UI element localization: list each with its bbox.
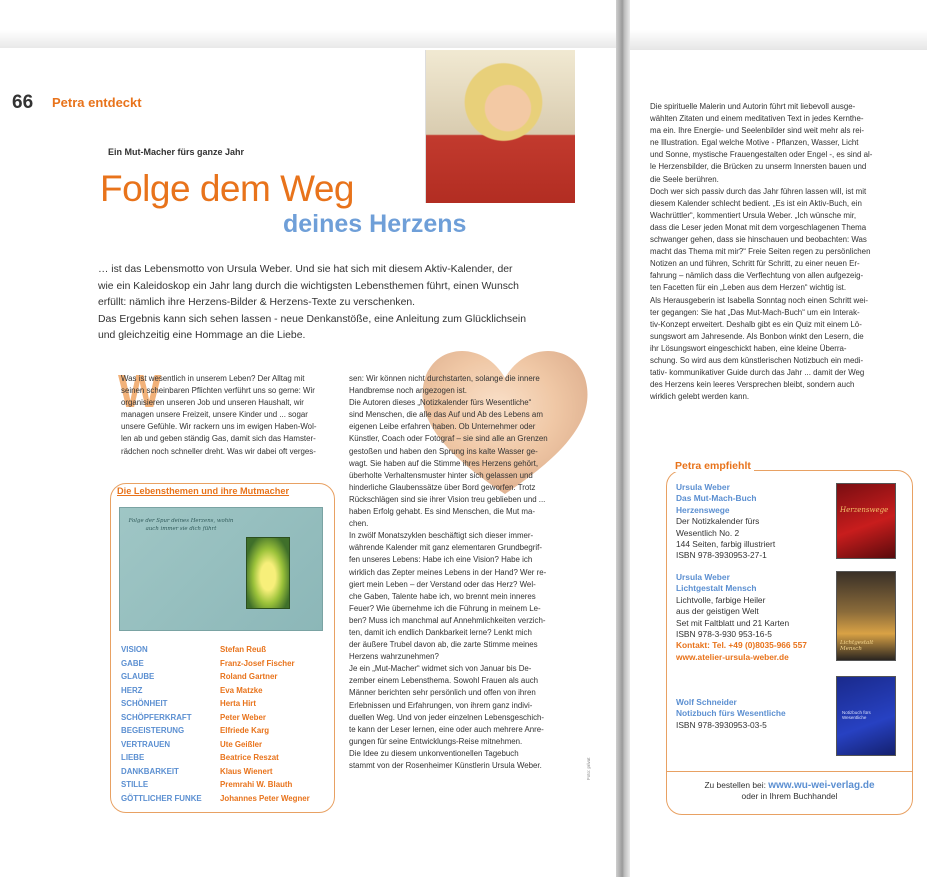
theme-author: Roland Gartner	[220, 672, 278, 681]
intro-line: erfüllt: nämlich ihre Herzens-Bilder & Herzens-Texte zu verschenken.	[98, 297, 416, 309]
theme-name: SCHÖNHEIT	[121, 699, 168, 708]
text-line: Künstler, Coach oder Fotograf – sie sind alle an Grenzen	[349, 434, 548, 444]
theme-row	[121, 767, 331, 781]
book-detail: Der Notizkalender fürs	[676, 516, 760, 527]
theme-author: Franz-Josef Fischer	[220, 658, 295, 668]
text-line: Handbremse noch angezogen ist.	[349, 386, 467, 396]
theme-row	[121, 780, 331, 794]
text-line: Die spirituelle Malerin und Autorin führt mit liebevoll ausge-	[650, 102, 856, 111]
theme-author: Klaus Wienert	[220, 766, 273, 776]
book-gutter	[616, 0, 630, 877]
drop-cap: W	[118, 365, 162, 417]
text-line: Als Herausgeberin ist Isabella Sonntag noch einen Schritt wei-	[650, 295, 868, 305]
book-entry-3	[676, 697, 831, 731]
text-line: die Seele berühren.	[650, 174, 719, 184]
text-line: wirklich das Zepter meines Lebens in der Hand? Wer re-	[349, 567, 547, 577]
text-line: Die Autoren dieses „Notizkalender fürs Wesentliche“	[349, 398, 532, 408]
text-line: schwanger gehen, dass sie hinschauen und beobachten: Was	[650, 235, 867, 245]
book-detail: 144 Seiten, farbig illustriert	[676, 539, 776, 550]
article-column-2	[349, 373, 581, 772]
section-title: Petra entdeckt	[52, 95, 142, 110]
intro-line: und gleichzeitig eine Hommage an die Liebe.	[98, 330, 306, 342]
theme-name: DANKBARKEIT	[121, 766, 179, 776]
theme-author: Elfriede Karg	[220, 726, 270, 735]
text-line: eigenen Leibe erfahren haben. Ob Unternehmer oder	[349, 422, 536, 432]
book-detail: Wesentlich No. 2	[676, 527, 740, 538]
text-line: organisieren unseren Job und unseren Haushalt, wir	[121, 398, 304, 408]
book-cover-label: Lichtgestalt Mensch	[840, 640, 874, 652]
photo-credit: Foto: privat	[586, 757, 591, 780]
order-info	[666, 780, 913, 801]
intro-line: Das Ergebnis kann sich sehen lassen - neue Denkanstöße, eine Anleitung zum Glücklichsein	[98, 313, 526, 325]
text-line: len ab und geben ständig Gas, damit sich das Hamster-	[121, 434, 316, 444]
text-line: tiv-Konzept erweitert. Deshalb gibt es ein Quiz mit einem Lö-	[650, 319, 862, 329]
text-line: dass die Leser jeden Monat mit dem vorgeschlagenen Thema	[650, 222, 867, 232]
text-line: fahrung – nämlich dass die Verflechtung von allen aufgezeig-	[650, 271, 864, 281]
order-prefix: Zu bestellen bei:	[704, 780, 766, 790]
text-line: überholte Verhaltensmuster hinter sich gelassen und	[349, 470, 533, 480]
text-line: Was ist wesentlich in unserem Leben? Der Alltag mit	[121, 374, 305, 383]
theme-row	[121, 753, 331, 767]
theme-row	[121, 699, 331, 713]
theme-name: SCHÖPFERKRAFT	[121, 712, 192, 722]
text-line: stammt von der Rosenheimer Künstlerin Ursula Weber.	[349, 761, 542, 770]
text-line: Wachrüttler“, kommentiert Ursula Weber. „Ich wünsche mir,	[650, 210, 857, 220]
text-line: gestoßen und haben den Sprung ins kalte Wasser ge-	[349, 446, 538, 456]
book-entry-1	[676, 482, 831, 562]
text-line: diesem Kalender schlecht bedient. „Es ist ein Aktiv-Buch, ein	[650, 198, 862, 208]
text-line: Die Idee zu diesem unkonventionellen Tagebuch	[349, 748, 519, 758]
article-kicker: Ein Mut-Macher fürs ganze Jahr	[108, 147, 245, 157]
theme-author: Eva Matzke	[220, 685, 263, 695]
theme-name: VERTRAUEN	[121, 739, 171, 749]
text-line: duellen Weg. Und von jeder einzelnen Lebensgeschich-	[349, 712, 545, 722]
book-detail: Set mit Faltblatt und 21 Karten	[676, 617, 790, 628]
book-isbn: ISBN 978-3930953-27-1	[676, 550, 767, 561]
text-line: ten, damit ich endlich Dankbarkeit lerne? Lenkt mich	[349, 627, 532, 637]
book-cover-herzenswege	[836, 483, 896, 559]
text-line: ma ein. Ihre Energie- und Seelenbilder sind weit mehr als rei-	[650, 126, 865, 136]
text-line: der äußere Trubel davon ab, die zarte Stimme meines	[349, 640, 538, 650]
book-isbn: ISBN 978-3930953-03-5	[676, 719, 767, 730]
theme-author: Peter Weber	[220, 712, 266, 722]
text-line: Erlebnissen und Erfahrungen, von ihrem ganz indivi-	[349, 700, 533, 710]
text-line: che Gaben, Talente habe ich, wo brennt mein inneres	[349, 591, 536, 601]
article-column-1	[121, 373, 335, 458]
text-line: sen: Wir können nicht durchstarten, solange die innere	[349, 374, 540, 383]
book-subtitle: Herzenswege	[676, 504, 730, 515]
text-line: macht das Thema mit mir?“ Freie Seiten regen zu persönlichen	[650, 247, 871, 257]
themes-title: Die Lebensthemen und ihre Mutmacher	[117, 486, 290, 496]
theme-row	[121, 794, 331, 808]
theme-name: BEGEISTERUNG	[121, 726, 185, 735]
text-line: Rückschlägen sind sie ihrer Vision treu geblieben und ...	[349, 494, 546, 504]
text-line: zember einem Lebensthema. Sowohl Frauen als auch	[349, 676, 539, 686]
text-line: sind Menschen, die alle das Auf und Ab des Lebens am	[349, 410, 543, 420]
book-author: Ursula Weber	[676, 482, 730, 492]
text-line: wählten Zitaten und einem meditativen Text in jedes Kernthe-	[650, 114, 864, 124]
text-line: Feuer? Wie übernehme ich die Führung in meinem Le-	[349, 603, 541, 613]
text-line: In zwölf Monatszyklen beschäftigt sich dieser immer-	[349, 531, 534, 541]
text-line: ten Facetten für ein „Leben aus dem Herzen“ wichtig ist.	[650, 283, 847, 293]
text-line: des Herzens kein leeres Versprechen bleibt, sondern auch	[650, 380, 855, 390]
theme-row	[121, 740, 331, 754]
text-line: unsere Gefühle. Wir rackern uns im ewigen Haben-Wol-	[121, 422, 317, 432]
text-line: und Sonne, mystische Frauengestalten oder Engel -, es sind al-	[650, 150, 873, 160]
theme-row	[121, 659, 331, 673]
theme-row	[121, 645, 331, 659]
book-isbn: ISBN 978-3-930 953-16-5	[676, 629, 772, 640]
intro-line: wie ein Kaleidoskop ein Jahr lang durch die wichtigsten Lebensthemen führt, einen Wunsch	[98, 280, 519, 292]
theme-row	[121, 713, 331, 727]
text-line: sungswort am Jahresende. Als Bonbon winkt den Lesern, die	[650, 331, 864, 341]
contact-phone: Kontakt: Tel. +49 (0)8035-966 557	[676, 640, 807, 651]
book-title: Lichtgestalt Mensch	[676, 583, 757, 594]
theme-author: Beatrice Reszat	[220, 753, 279, 762]
text-line: wirklich gelebt werden kann.	[650, 392, 750, 402]
text-line: le Herzensbilder, die Brücken zu unserm Innersten bauen und	[650, 162, 867, 172]
book-author: Ursula Weber	[676, 572, 730, 582]
theme-author: Herta Hirt	[220, 699, 256, 708]
contact-website-link[interactable]: www.atelier-ursula-weber.de	[676, 651, 789, 662]
theme-name: HERZ	[121, 685, 143, 695]
text-line: ne Illustration. Egal welche Motive - Pflanzen, Wasser, Licht	[650, 138, 859, 148]
text-line: Je ein „Mut-Macher“ widmet sich von Januar bis De-	[349, 664, 532, 674]
book-cover-label: Herzenswege	[840, 506, 889, 514]
theme-author: Premrahi W. Blauth	[220, 780, 293, 789]
order-suffix: oder in Ihrem Buchhandel	[741, 791, 838, 801]
text-line: währende Kalender mit ganz elementaren Grundbegrif-	[349, 543, 542, 553]
book-cover-label: Notizbuch fürs Wesentliche	[842, 710, 871, 720]
theme-name: STILLE	[121, 780, 149, 789]
author-portrait	[425, 50, 575, 203]
text-line: Männer berichten sehr persönlich und offen von ihren	[349, 688, 536, 698]
text-line: Doch wer sich passiv durch das Jahr führen lassen will, ist mit	[650, 186, 867, 196]
text-line: Notizen an und führen, Schritt für Schritt, zu einer neuen Er-	[650, 259, 860, 269]
book-entry-2	[676, 572, 836, 663]
book-title: Das Mut-Mach-Buch	[676, 493, 757, 504]
book-detail: aus der geistigen Welt	[676, 606, 759, 617]
theme-name: LIEBE	[121, 753, 145, 762]
page-number: 66	[12, 92, 34, 113]
theme-row	[121, 672, 331, 686]
theme-name: GLAUBE	[121, 672, 155, 681]
text-line: rädchen noch schneller dreht. Was wir dabei oft verges-	[121, 446, 316, 456]
book-title: Notizbuch fürs Wesentliche	[676, 708, 786, 719]
text-line: managen unsere Freizeit, unsere Kinder und ... sogar	[121, 410, 308, 420]
text-line: ter gegangen: Sie hat „Das Mut-Mach-Buch“ um ein Interak-	[650, 307, 860, 317]
text-line: giert mein Leben – der Verstand oder das Herz? Wel-	[349, 579, 536, 589]
theme-name: VISION	[121, 645, 148, 654]
right-column-text	[650, 101, 911, 403]
headline-sub: deines Herzens	[283, 210, 467, 238]
themes-list	[121, 645, 331, 807]
theme-author: Johannes Peter Wegner	[220, 793, 310, 803]
text-line: schung. So wird aus dem künstlerischen Notizbuch ein medi-	[650, 355, 864, 365]
theme-author: Ute Geißler	[220, 739, 263, 749]
theme-author: Stefan Reuß	[220, 645, 267, 654]
theme-row	[121, 726, 331, 740]
text-line: ben? Muss ich manchmal auf Annehmlichkeiten verzich-	[349, 615, 546, 625]
text-line: gungen für seine Entwicklungs-Reise mitnehmen.	[349, 736, 523, 746]
page-top-edge	[0, 0, 927, 50]
text-line: haben Erfolg gehabt. Es sind Menschen, die Mut ma-	[349, 507, 535, 517]
recommendations-title: Petra empfiehlt	[672, 460, 754, 472]
text-line: hinderliche Glaubenssätze über Bord geworfen. Trotz	[349, 482, 536, 492]
text-line: tativ- kommunikativer Guide durch das Jahr ... damit der Weg	[650, 368, 865, 378]
text-line: ihr Lösungswort eingeschickt haben, eine kleine Überra-	[650, 343, 847, 353]
book-author: Wolf Schneider	[676, 697, 737, 707]
text-line: te kann der Leser lernen, eine oder auch mehrere Anre-	[349, 724, 544, 734]
text-line: Herzens wahrzunehmen?	[349, 652, 439, 662]
text-line: chen.	[349, 519, 369, 529]
text-line: wagt. Sie haben auf die Stimme ihres Herzens gehört,	[349, 458, 539, 468]
text-line: seinen scheinbaren Pflichten verführt uns so gerne: Wir	[121, 386, 315, 396]
theme-name: GABE	[121, 658, 144, 668]
publisher-link[interactable]: www.wu-wei-verlag.de	[768, 780, 875, 791]
headline-main: Folge dem Weg	[100, 168, 354, 209]
order-divider	[666, 771, 913, 772]
calendar-artwork	[246, 537, 290, 609]
theme-row	[121, 686, 331, 700]
book-detail: Lichtvolle, farbige Heiler	[676, 594, 766, 605]
intro-line: … ist das Lebensmotto von Ursula Weber. Und sie hat sich mit diesem Aktiv-Kalender, der	[98, 264, 513, 275]
calendar-quote: Folge der Spur deines Herzens, wohin auch immer sie dich führt	[128, 518, 234, 532]
theme-name: GÖTTLICHER FUNKE	[121, 793, 202, 803]
text-line: fen unseres Lebens: Habe ich eine Vision? Habe ich	[349, 555, 533, 565]
